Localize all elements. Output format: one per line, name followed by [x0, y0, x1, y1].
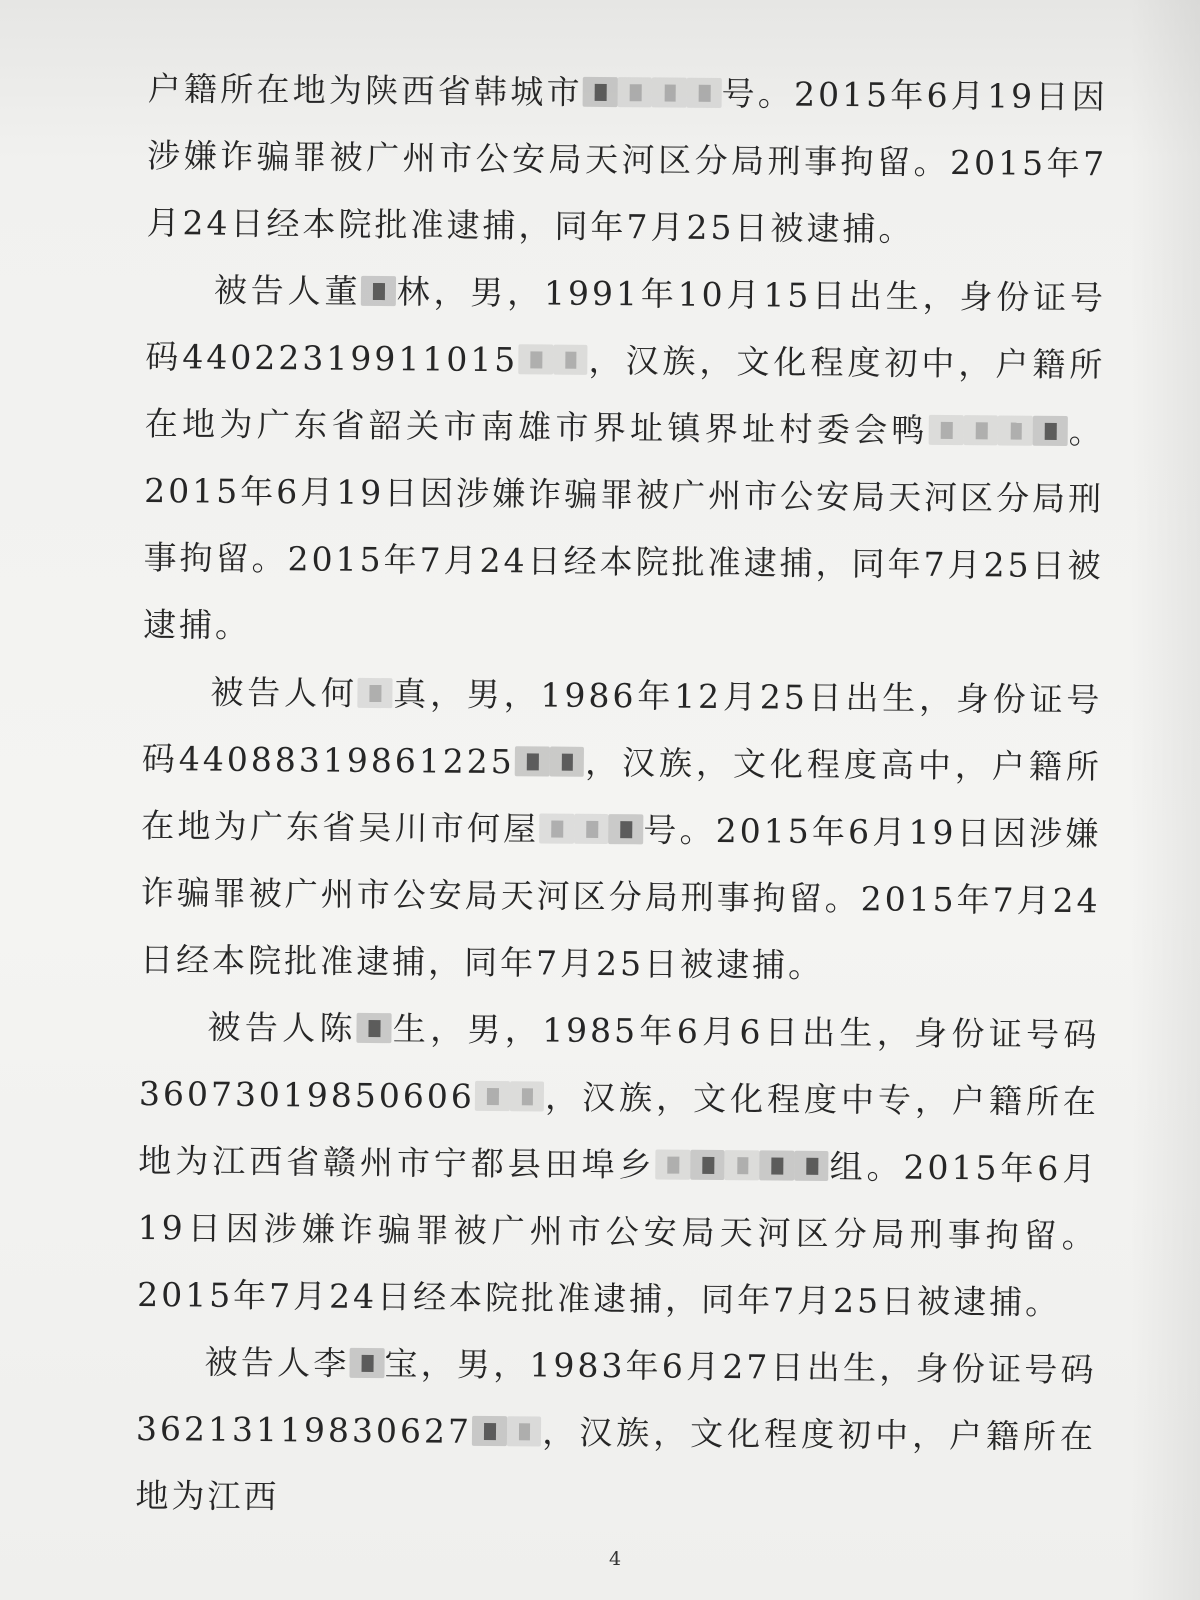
redaction-mark [794, 1151, 829, 1181]
text-run: 被告人董 [213, 270, 362, 311]
text-run: 被告人何 [210, 672, 358, 713]
redaction-mark [358, 678, 393, 708]
redaction-mark [539, 813, 574, 843]
redaction-mark [608, 814, 643, 844]
redaction-mark [583, 77, 618, 107]
redaction-mark [361, 276, 396, 306]
text-run: ，汉族，文化程度初中，户籍所在地为江西 [135, 1412, 1097, 1517]
paragraph [143, 256, 1106, 666]
text-run: ，汉族，文化程度初中，户籍所在地为广东省韶关市南雄市界址镇界址村委会鸭 [144, 340, 1106, 450]
paragraph [146, 55, 1108, 264]
redaction-mark [687, 78, 722, 108]
redaction-mark [506, 1416, 541, 1446]
redaction-mark [509, 1081, 544, 1111]
redaction-mark [690, 1150, 725, 1180]
text-run: 宝，男，1983年6月27日出生，身份证号码36213119830627 [135, 1344, 1097, 1451]
redaction-mark [357, 1013, 392, 1043]
page-edge-shadow [1130, 0, 1200, 1600]
redaction-mark [515, 746, 550, 776]
text-run: ，汉族，文化程度中专，户籍所在地为江西省赣州市宁都县田埠乡 [138, 1077, 1100, 1185]
paragraph [140, 658, 1103, 1001]
text-run: 号。2015年6月19日因涉嫌诈骗罪被广州市公安局天河区分局刑事拘留。2015年7月24日经本院批准逮捕，同年7月25日被逮捕。 [146, 74, 1108, 249]
text-run: 户籍所在地为陕西省韩城市 [147, 68, 583, 112]
text-run: 号。2015年6月19日因涉嫌诈骗罪被广州市公安局天河区分局刑事拘留。2015年7月24日经本院批准逮捕，同年7月25日被逮捕。 [139, 810, 1102, 985]
redaction-mark [518, 344, 553, 374]
redaction-mark [574, 814, 609, 844]
text-run: 真，男，1986年12月25日出生，身份证号码44088319861225 [141, 674, 1103, 782]
text-run: 被告人陈 [207, 1007, 358, 1048]
text-run: 生，男，1985年6月6日出生，身份证号码36073019850606 [138, 1009, 1100, 1116]
redaction-mark [617, 77, 652, 107]
text-run: ，汉族，文化程度高中，户籍所在地为广东省吴川市何屋 [141, 742, 1102, 849]
redaction-mark [998, 415, 1033, 445]
redaction-mark [759, 1150, 794, 1180]
redaction-mark [553, 344, 588, 374]
redaction-mark [349, 1348, 384, 1378]
paragraph [137, 993, 1100, 1336]
redaction-mark [1033, 416, 1068, 446]
redaction-mark [655, 1149, 690, 1179]
redaction-mark [472, 1416, 507, 1446]
text-run: 林，男，1991年10月15日出生，身份证号码44022319911015 [145, 272, 1107, 380]
text-run: 被告人李 [204, 1342, 350, 1383]
redaction-mark [963, 415, 998, 445]
redaction-mark [929, 415, 964, 445]
redaction-mark [549, 746, 584, 776]
page-number: 4 [608, 1548, 622, 1570]
redaction-mark [475, 1081, 510, 1111]
text-run: 。2015年6月19日因涉嫌诈骗罪被广州市公安局天河区分局刑事拘留。2015年7月24日经本院批准逮捕，同年7月25日被逮捕。 [142, 412, 1105, 645]
document-body [135, 55, 1108, 1517]
paragraph [135, 1328, 1097, 1537]
redaction-mark [652, 77, 687, 107]
text-run: 组。2015年6月19日因涉嫌诈骗罪被广州市公安局天河区分局刑事拘留。2015年7月24日经本院批准逮捕，同年7月25日被逮捕。 [137, 1146, 1099, 1323]
redaction-mark [725, 1150, 760, 1180]
